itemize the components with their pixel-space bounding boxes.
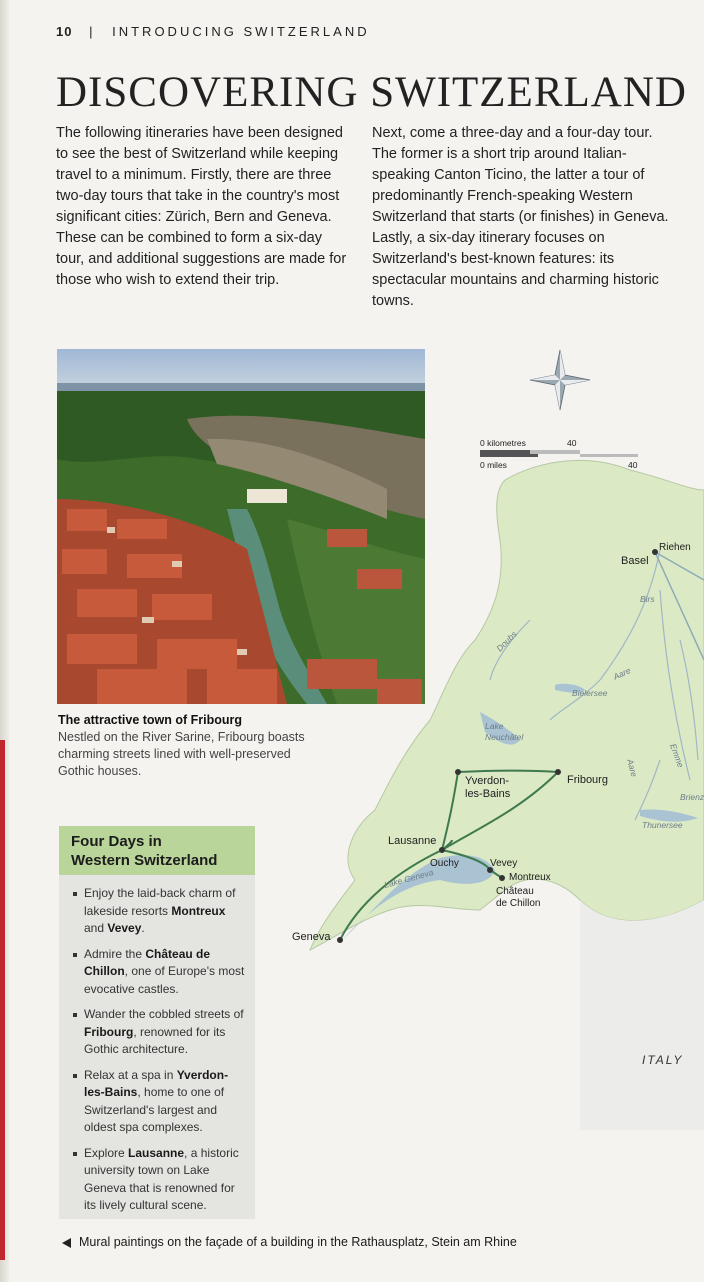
label-doubs: Doubs [494,628,519,654]
label-basel: Basel [621,555,649,567]
feature-box-title-2: Western Switzerland [71,852,218,869]
feature-box-list [59,885,255,1215]
feature-box-header [59,826,255,875]
label-brienz: Brienz [680,792,704,802]
label-emme: Emme [668,742,686,769]
list-item: Wander the cobbled streets of Fribourg, renowned for its Gothic architecture. [73,1006,245,1059]
label-aare-2: Aare [625,757,640,778]
running-header [56,24,370,39]
compass-rose [530,350,590,410]
label-thunersee: Thunersee [642,820,683,830]
label-yverdon-1: Yverdon- [465,775,510,787]
label-birs: Birs [640,594,655,604]
feature-box-title-1: Four Days in [71,833,162,850]
label-bielersee: Bielersee [572,688,608,698]
label-vevey: Vevey [490,858,518,869]
scale-km-value: 40 [567,438,577,448]
label-yverdon-2: les-Bains [465,788,511,800]
list-item: Explore Lausanne, a historic university town on Lake Geneva that is renowned for its lively cultural scene. [73,1145,245,1215]
label-aare-1: Aare [611,665,633,682]
label-lausanne: Lausanne [388,835,437,847]
label-fribourg: Fribourg [567,774,608,786]
page-title: DISCOVERING SWITZERLAND [56,69,687,116]
label-italy: ITALY [642,1053,684,1067]
four-days-feature-box [59,826,255,1219]
label-chillon-2: de Chillon [496,898,541,909]
label-neuchatel-1: Lake [485,721,504,731]
list-item: Admire the Château de Chillon, one of Europe's most evocative castles. [73,946,245,999]
label-lake-geneva: Lake Geneva [382,867,435,890]
italy-area [580,900,704,1130]
caption-text: Nestled on the River Sarine, Fribourg boasts charming streets lined with well-preserved Gothic houses. [58,730,305,778]
footer-caption-text: Mural paintings on the façade of a building in the Rathausplatz, Stein am Rhine [79,1235,517,1249]
scale-mi-value: 40 [628,460,638,470]
page-number: 10 [56,24,73,39]
label-chillon-1: Château [496,886,534,897]
label-ouchy: Ouchy [430,858,459,869]
scale-km-label: 0 kilometres [480,438,526,448]
swiss-land-area [310,460,704,950]
intro-right-column: Next, come a three-day and a four-day tour. The former is a short trip around Italian-speaking Canton Ticino, the latter a tour of predominantly French-speaking Western Switzerland that starts (or finishes) in Geneva. Lastly, a six-day itinerary focuses on Switzerland's best-known features: its spectacular mountains and charming historic towns. [372,125,669,309]
caption-title: The attractive town of Fribourg [58,713,243,727]
list-item: Enjoy the laid-back charm of lakeside resorts Montreux and Vevey. [73,885,245,938]
label-geneva: Geneva [292,931,331,943]
label-montreux: Montreux [509,872,551,883]
section-name: INTRODUCING SWITZERLAND [112,24,370,39]
header-separator: | [89,24,96,39]
itinerary-map [280,340,704,1130]
label-riehen: Riehen [659,542,691,553]
photo-caption [58,712,318,780]
left-arrow-icon [62,1238,71,1248]
footer-caption [62,1235,517,1249]
red-edge-strip [0,740,5,1260]
list-item: Relax at a spa in Yverdon-les-Bains, home to one of Switzerland's largest and oldest spa complexes. [73,1067,245,1137]
intro-left-column: The following itineraries have been designed to see the best of Switzerland while keeping travel to a minimum. Firstly, there are three two-day tours that take in the country's most significant cities: Zürich, Bern and Geneva. These can be combined to form a six-day tour, and additional suggestions are made for those who wish to extend their trip. [56,125,347,288]
scale-mi-label: 0 miles [480,460,507,470]
label-neuchatel-2: Neuchâtel [485,732,524,742]
